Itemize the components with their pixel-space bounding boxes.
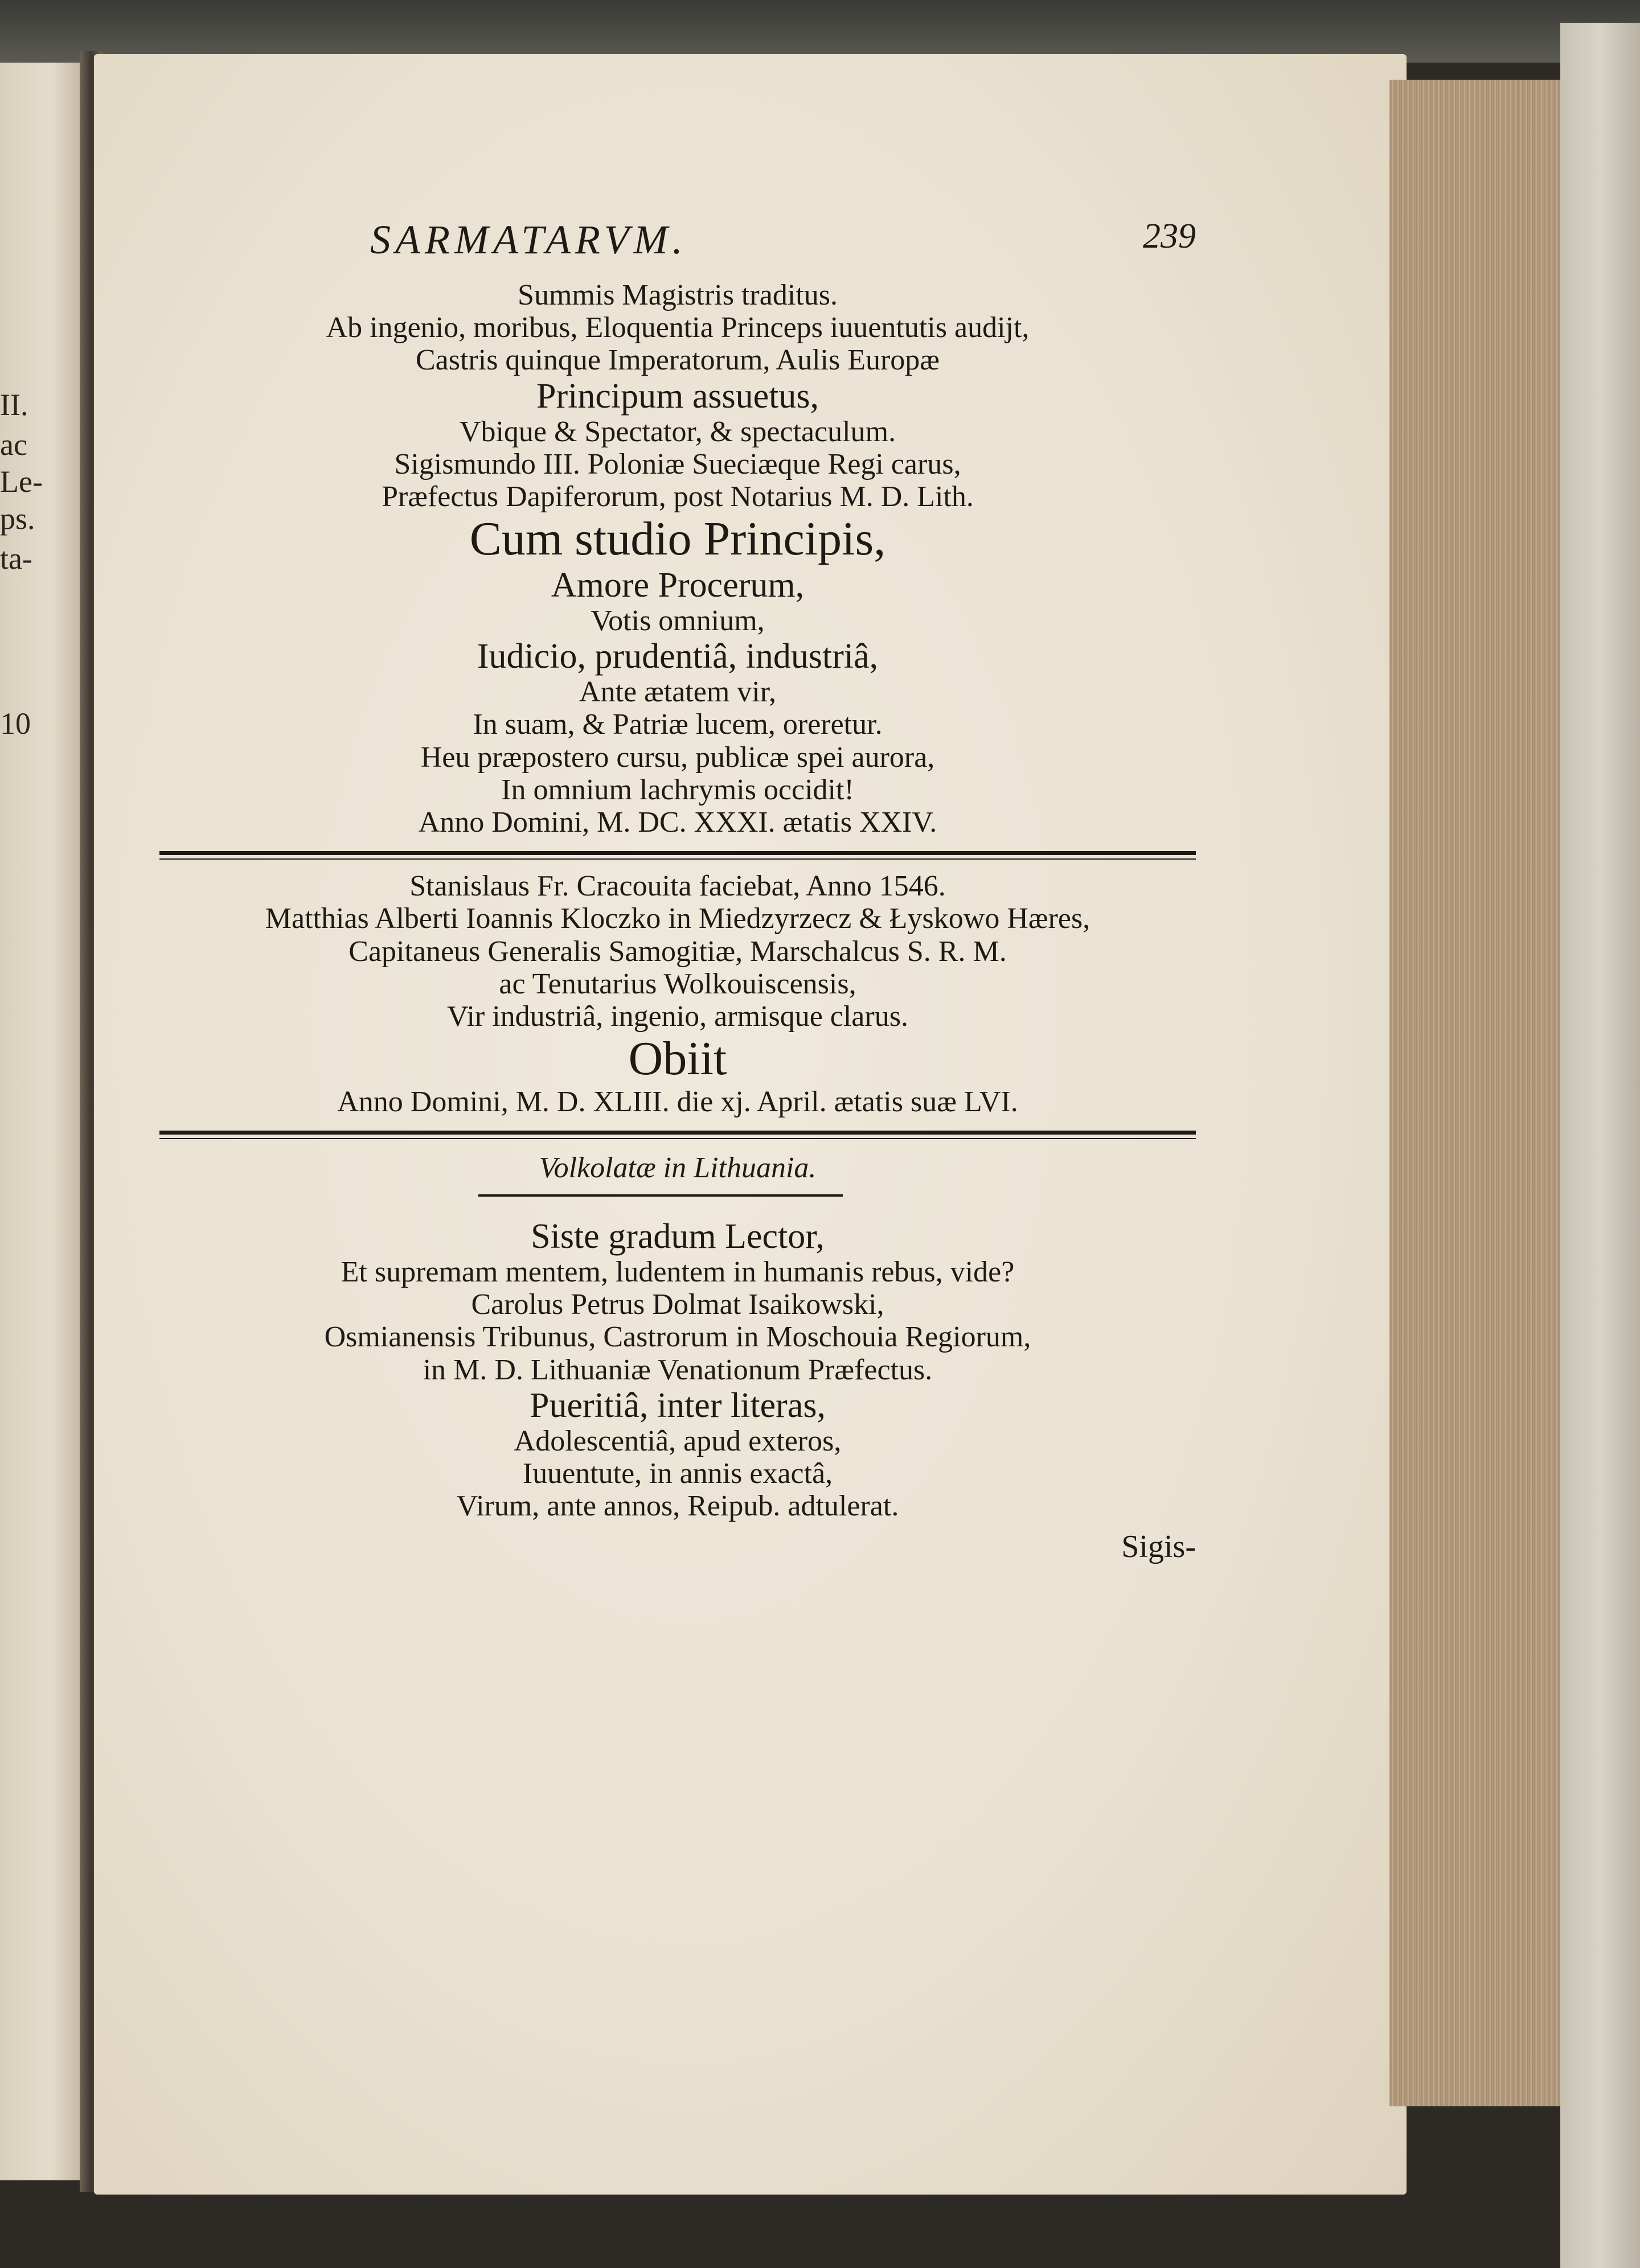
text-line: in M. D. Lithuaniæ Venationum Præfectus. xyxy=(423,1353,933,1386)
text-line: Osmianensis Tribunus, Castrorum in Moschouia Regiorum, xyxy=(324,1321,1031,1354)
left-page-fragment xyxy=(0,63,85,2180)
double-rule xyxy=(159,1131,1196,1135)
text-line: Matthias Alberti Ioannis Kloczko in Miedzyrzecz & Łyskowo Hæres, xyxy=(265,902,1090,935)
text-line: Summis Magistris traditus. xyxy=(518,279,838,311)
left-fragment: II. xyxy=(0,388,28,422)
text-line: Anno Domini, M. D. XLIII. die xj. April. ætatis suæ LVI. xyxy=(337,1085,1018,1118)
left-fragment: ps. xyxy=(0,502,35,536)
text-line: Ab ingenio, moribus, Eloquentia Princeps iuuentutis audijt, xyxy=(326,311,1030,344)
left-fragment: Le- xyxy=(0,465,43,499)
left-fragment: ac xyxy=(0,428,27,462)
running-title: SARMATARVM. xyxy=(370,217,687,262)
text-line: Siste gradum Lector, xyxy=(531,1217,825,1256)
text-line: Sigismundo III. Poloniæ Sueciæque Regi carus, xyxy=(394,447,961,480)
text-line: Præfectus Dapiferorum, post Notarius M. D. Lith. xyxy=(382,480,974,513)
text-line: Et supremam mentem, ludentem in humanis rebus, vide? xyxy=(341,1256,1015,1289)
section-heading: Volkolatæ in Lithuania. xyxy=(539,1151,817,1184)
book-cover-edge xyxy=(1560,23,1640,2268)
text-line: Obiit xyxy=(628,1032,727,1086)
text-line: Cum studio Principis, xyxy=(469,512,886,566)
text-line: Iudicio, prudentiâ, industriâ, xyxy=(477,637,879,676)
epitaph-isaikowski xyxy=(159,1217,1196,1523)
text-line: Amore Procerum, xyxy=(551,565,805,605)
left-fragment: 10 xyxy=(0,706,31,741)
text-line: Votis omnium, xyxy=(591,604,765,637)
page-stack-edge xyxy=(1389,80,1566,2106)
page-number: 239 xyxy=(1143,217,1196,256)
text-line: Capitaneus Generalis Samogitiæ, Marschalcus S. R. M. xyxy=(348,935,1007,968)
text-line: In suam, & Patriæ lucem, oreretur. xyxy=(473,708,883,741)
text-line: Adolescentiâ, apud exteros, xyxy=(514,1425,842,1458)
book-top-background xyxy=(0,0,1640,63)
text-line: Carolus Petrus Dolmat Isaikowski, xyxy=(471,1288,884,1321)
text-line: Virum, ante annos, Reipub. adtulerat. xyxy=(456,1490,899,1523)
double-rule xyxy=(159,851,1196,855)
epitaph-dolmat-first xyxy=(159,279,1196,839)
left-fragment: ta- xyxy=(0,541,32,576)
text-line: Heu præpostero cursu, publicæ spei aurora, xyxy=(420,741,935,774)
text-line: Iuuentute, in annis exactâ, xyxy=(522,1457,833,1490)
text-line: Ante ætatem vir, xyxy=(579,676,776,709)
text-line: Pueritiâ, inter literas, xyxy=(530,1386,826,1425)
epitaph-kloczko xyxy=(159,870,1196,1118)
text-line: Castris quinque Imperatorum, Aulis Europæ xyxy=(415,344,940,377)
text-line: Principum assuetus, xyxy=(536,376,819,416)
text-line: Vbique & Spectator, & spectaculum. xyxy=(459,415,896,448)
page-content xyxy=(159,216,1196,1597)
text-line: Anno Domini, M. DC. XXXI. ætatis XXIV. xyxy=(418,806,937,839)
text-line: Stanislaus Fr. Cracouita faciebat, Anno 1546. xyxy=(409,870,946,903)
catchword: Sigis- xyxy=(1121,1529,1196,1564)
running-header xyxy=(159,216,1196,279)
short-rule xyxy=(478,1194,843,1197)
text-line: Vir industriâ, ingenio, armisque clarus. xyxy=(447,1000,908,1033)
text-line: ac Tenutarius Wolkouiscensis, xyxy=(499,967,856,1000)
text-line: In omnium lachrymis occidit! xyxy=(501,773,854,806)
